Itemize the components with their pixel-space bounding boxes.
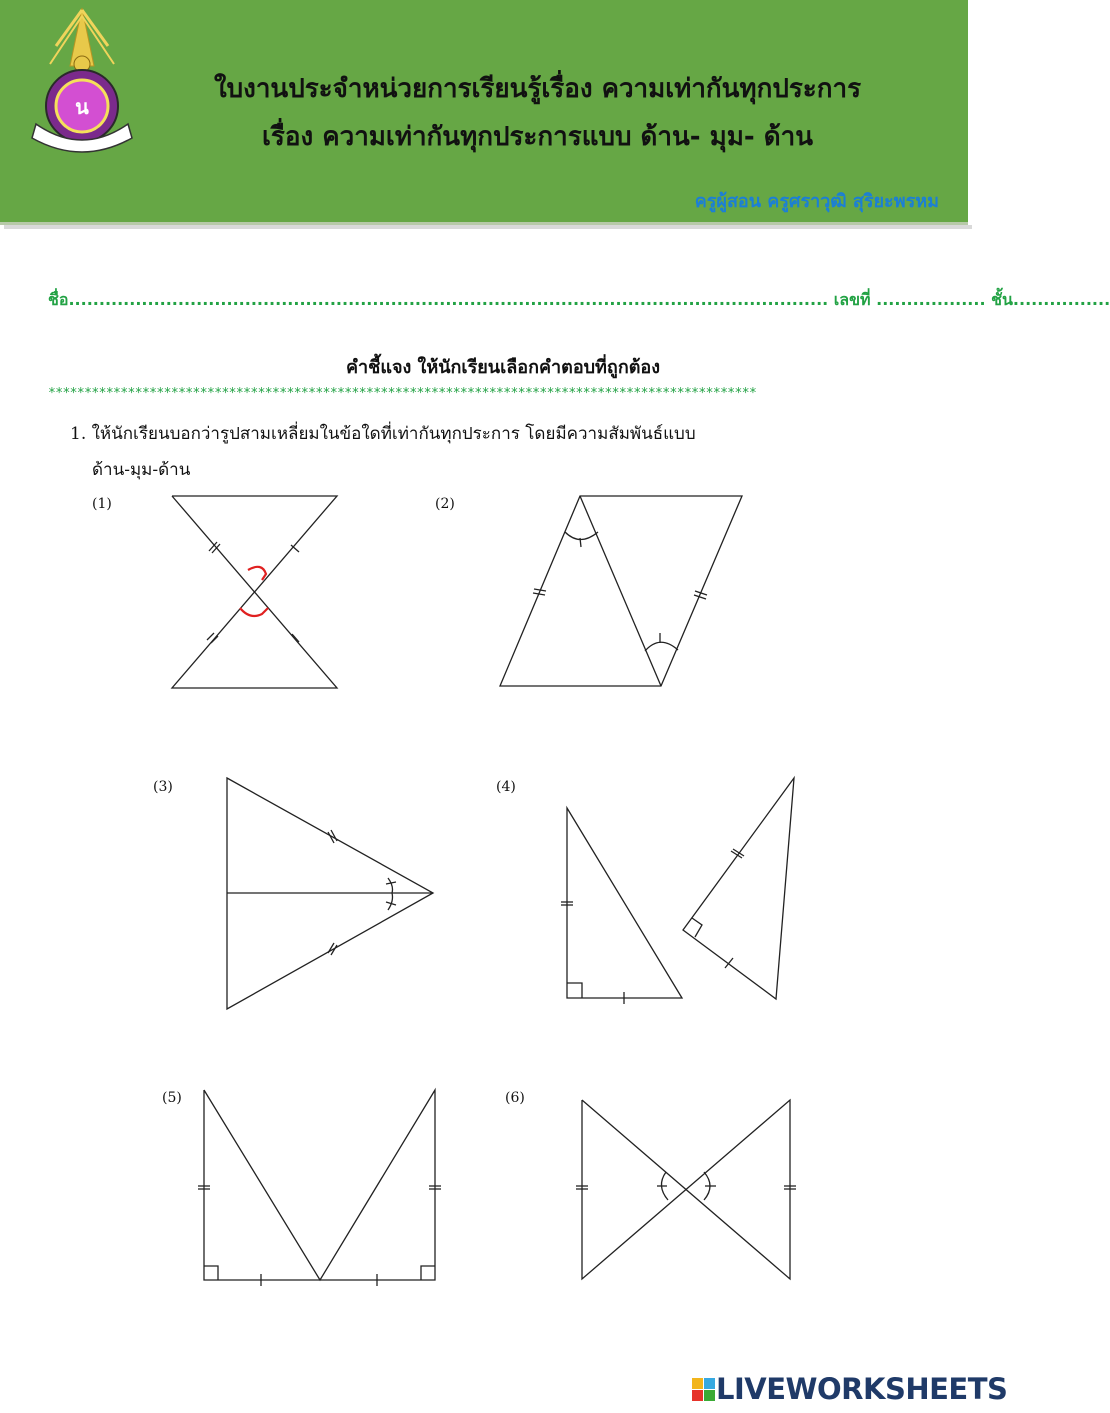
divider-stars: ************************************************************************************************** xyxy=(48,386,757,401)
figure-3[interactable] xyxy=(227,778,433,1009)
figure-1-angle-mark-bottom xyxy=(240,608,268,616)
liveworksheets-icon xyxy=(692,1378,716,1402)
worksheet-subtitle: เรื่อง ความเท่ากันทุกประการแบบ ด้าน- มุม- ด้าน xyxy=(261,122,813,152)
figure-5-label: (5) xyxy=(162,1090,182,1106)
figure-6-label: (6) xyxy=(505,1090,525,1106)
figure-1-label: (1) xyxy=(92,496,112,512)
figure-1[interactable] xyxy=(172,496,337,688)
question-1-text-cont: ด้าน-มุม-ด้าน xyxy=(92,460,191,480)
figure-2-label: (2) xyxy=(435,496,455,512)
figure-6[interactable] xyxy=(576,1100,796,1279)
figure-5[interactable] xyxy=(198,1090,441,1286)
figure-4-label: (4) xyxy=(496,779,516,795)
figure-4[interactable] xyxy=(561,778,794,1004)
worksheet-title: ใบงานประจำหน่วยการเรียนรู้เรื่อง ความเท่ากันทุกประการ xyxy=(213,74,862,104)
svg-text:น: น xyxy=(75,95,89,119)
figure-1-angle-mark-top xyxy=(248,567,266,580)
figure-3-label: (3) xyxy=(153,779,173,795)
figure-2[interactable] xyxy=(500,496,742,686)
liveworksheets-logo[interactable] xyxy=(692,1372,1007,1406)
student-info-line[interactable]: ชื่อ............................................................................................................................. เลขที่ .................. ชั้น................ xyxy=(48,290,1110,309)
liveworksheets-text: LIVEWORKSHEETS xyxy=(716,1372,1008,1406)
question-1-text: 1. ให้นักเรียนบอกว่ารูปสามเหลี่ยมในข้อใดที่เท่ากันทุกประการ โดยมีความสัมพันธ์แบบ xyxy=(70,424,696,444)
teacher-name: ครูผู้สอน ครูศราวุฒิ สุริยะพรหม xyxy=(694,191,939,212)
instructions: คำชี้แจง ให้นักเรียนเลือกคำตอบที่ถูกต้อง xyxy=(345,357,660,378)
